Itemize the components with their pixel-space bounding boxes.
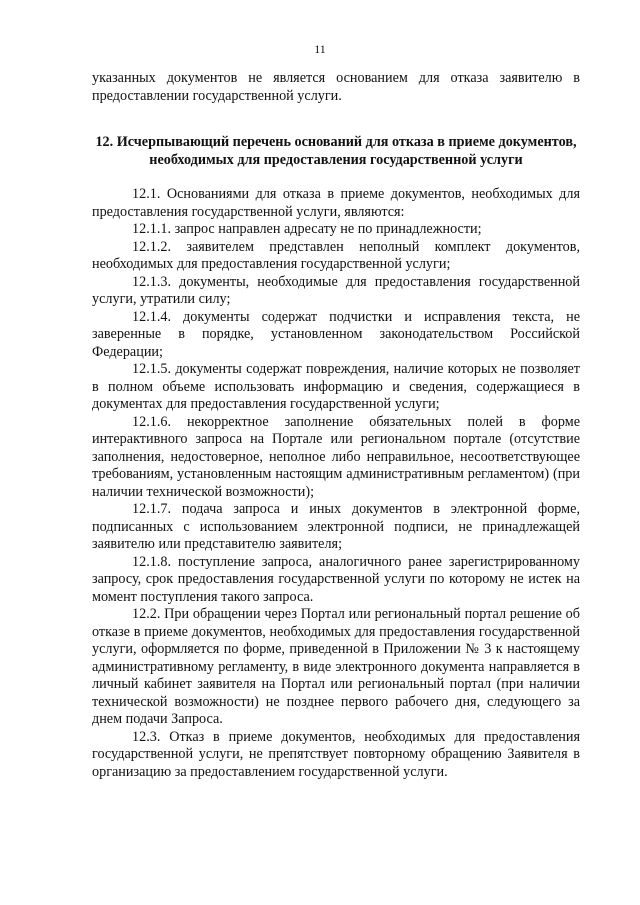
paragraph-12-1-2: 12.1.2. заявителем представлен неполный комплект документов, необходимых для предоставления государственной услуги; xyxy=(92,238,580,272)
paragraph-12-1-6: 12.1.6. некорректное заполнение обязательных полей в форме интерактивного запроса на Портале или региональном портале (отсутствие заполнения, недостоверное, неполное либо неправильное, несоответствующее требованиям, установленным настоящим административным регламентом) (при наличии технической возможности); xyxy=(92,413,580,500)
paragraph-12-1-5: 12.1.5. документы содержат повреждения, наличие которых не позволяет в полном объеме использовать информацию и сведения, содержащиеся в документах для предоставления государственной услуги; xyxy=(92,361,580,412)
paragraph-12-1-3: 12.1.3. документы, необходимые для предоставления государственной услуги, утратили силу; xyxy=(92,273,580,307)
paragraph-12-1-8: 12.1.8. поступление запроса, аналогичного ранее зарегистрированному запросу, срок предоставления государственной услуги по которому не истек на момент поступления такого запроса. xyxy=(92,553,580,605)
section-heading: 12. Исчерпывающий перечень оснований для отказа в приеме документов, необходимых для предоставления государственной услуги xyxy=(95,134,577,168)
paragraph-12-1-7: 12.1.7. подача запроса и иных документов в электронной форме, подписанных с использованием электронной подписи, не принадлежащей заявителю или представителю заявителя; xyxy=(92,501,580,552)
page-number: 11 xyxy=(314,42,326,56)
paragraph-12-1: 12.1. Основаниями для отказа в приеме документов, необходимых для предоставления государственной услуги, являются: xyxy=(92,186,580,220)
paragraph-12-1-4: 12.1.4. документы содержат подчистки и исправления текста, не заверенные в порядке, установленном законодательством Российской Федерации; xyxy=(92,308,580,360)
paragraph-12-1-1: 12.1.1. запрос направлен адресату не по принадлежности; xyxy=(132,221,482,237)
paragraph-12-2: 12.2. При обращении через Портал или региональный портал решение об отказе в приеме документов, необходимых для предоставления государственной услуги, оформляется по форме, приведенной в Приложении № 3 к настоящему административному регламенту, в виде электронного документа направляется в личный кабинет заявителя на Портал или региональный портал (при наличии технической возможности) не позднее первого рабочего дня, следующего за днем подачи Запроса. xyxy=(92,606,580,727)
paragraph-12-3: 12.3. Отказ в приеме документов, необходимых для предоставления государственной услуги, не препятствует повторному обращению Заявителя в организацию за предоставлением государственной услуги. xyxy=(92,728,580,780)
continuation-paragraph: указанных документов не является основанием для отказа заявителю в предоставлении государственной услуги. xyxy=(92,70,580,104)
document-body xyxy=(92,70,580,781)
